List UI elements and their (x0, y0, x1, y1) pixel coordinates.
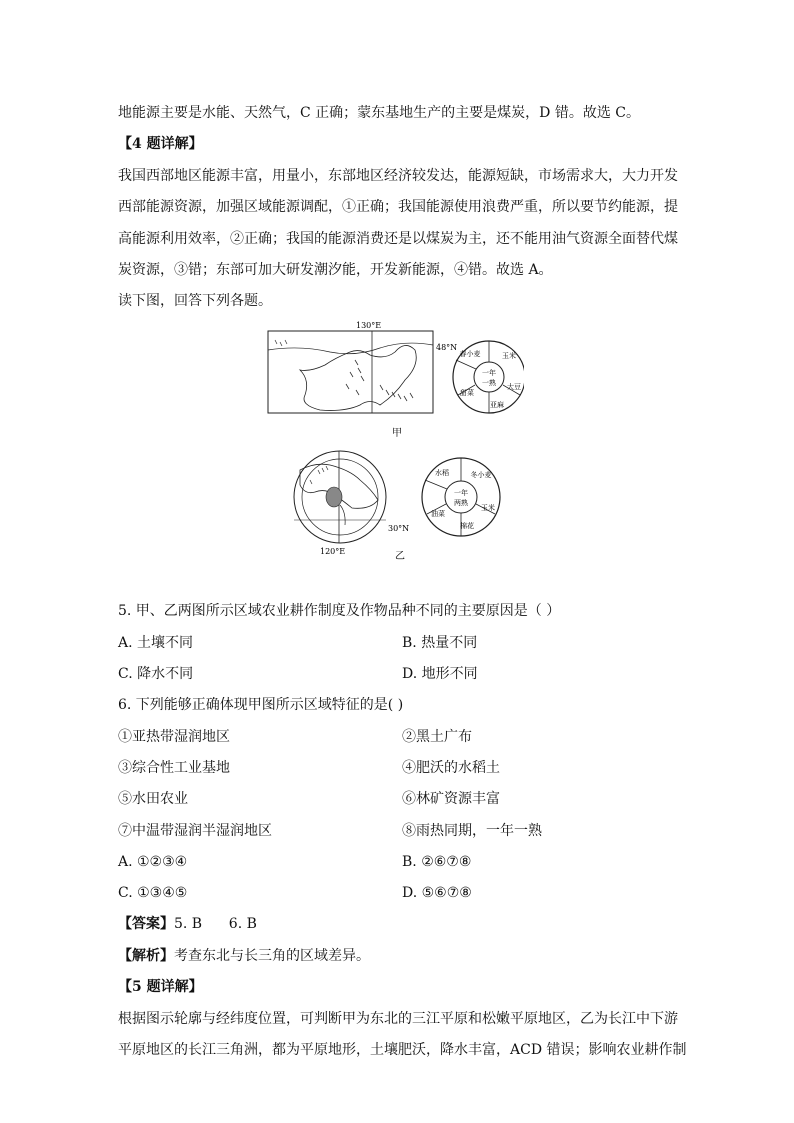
wheel-crop: 水稻 (435, 469, 449, 477)
lon-label-jia: 130°E (356, 321, 382, 330)
analysis-label: 【解析】 (118, 948, 174, 964)
paragraph-line: 西部能源资源，加强区域能源调配，①正确；我国能源使用浪费严重，所以要节约能源，提 (118, 199, 678, 215)
read-prompt: 读下图，回答下列各题。 (118, 293, 272, 309)
paragraph-line: 根据图示轮廓与经纬度位置，可判断甲为东北的三江平原和松嫩平原地区，乙为长江中下游 (118, 1011, 678, 1027)
statement-item: ①亚热带湿润地区 (118, 729, 230, 745)
answer-text: 5. B 6. B (174, 916, 257, 932)
wheel-center-bottom: 两熟 (454, 499, 468, 507)
option-d: D. 地形不同 (402, 666, 478, 682)
map-yi (294, 451, 409, 556)
section-heading-q5: 【5 题详解】 (118, 979, 203, 995)
wheel-center-top: 一年 (482, 369, 496, 377)
answer-line (118, 914, 257, 934)
option-c: C. 降水不同 (118, 666, 194, 682)
paragraph-line: 平原地区的长江三角洲，都为平原地形，土壤肥沃，降水丰富，ACD 错误；影响农业耕作制 (118, 1042, 687, 1058)
wheel-crop: 玉米 (502, 352, 516, 360)
statement-item: ②黑土广布 (402, 729, 472, 745)
statement-item: ⑧雨热同期，一年一熟 (402, 823, 542, 839)
statement-item: ⑤水田农业 (118, 791, 188, 807)
section-heading-q4: 【4 题详解】 (118, 136, 203, 152)
paragraph-line: 地能源主要是水能、天然气，C 正确；蒙东基地生产的主要是煤炭，D 错。故选 C。 (118, 105, 640, 121)
wheel-crop: 亚麻 (490, 401, 504, 409)
wheel-crop: 油菜 (431, 510, 445, 518)
lat-label-yi: 30°N (388, 524, 410, 533)
wheel-crop: 棉花 (460, 522, 474, 530)
option-d: D. ⑤⑥⑦⑧ (402, 885, 472, 901)
option-a: A. 土壤不同 (118, 635, 194, 651)
paragraph-line: 我国西部地区能源丰富，用量小，东部地区经济较发达，能源短缺，市场需求大，大力开发 (118, 168, 678, 184)
wheel-center-top: 一年 (454, 489, 468, 497)
question-6-stem: 6. 下列能够正确体现甲图所示区域特征的是( ) (118, 697, 404, 713)
wheel-crop: 玉米 (481, 504, 495, 512)
wheel-yi (422, 458, 500, 536)
wheel-crop: 冬小麦 (470, 471, 492, 479)
figure-maps (262, 318, 524, 562)
lat-label-jia: 48°N (436, 343, 458, 352)
analysis-text: 考查东北与长三角的区域差异。 (174, 948, 370, 964)
option-b: B. ②⑥⑦⑧ (402, 854, 472, 870)
wheel-crop: 春小麦 (459, 350, 481, 358)
option-b: B. 热量不同 (402, 635, 478, 651)
statement-item: ④肥沃的水稻土 (402, 760, 500, 776)
wheel-jia (453, 341, 524, 413)
map-jia (268, 321, 457, 413)
statement-item: ⑦中温带湿润半湿润地区 (118, 823, 272, 839)
question-5-stem: 5. 甲、乙两图所示区域农业耕作制度及作物品种不同的主要原因是（ ） (118, 603, 561, 619)
option-a: A. ①②③④ (118, 854, 188, 870)
analysis-line (118, 946, 370, 966)
statement-item: ⑥林矿资源丰富 (402, 791, 500, 807)
answer-label: 【答案】 (118, 916, 174, 932)
lon-label-yi: 120°E (320, 547, 346, 556)
option-c: C. ①③④⑤ (118, 885, 188, 901)
statement-item: ③综合性工业基地 (118, 760, 230, 776)
paragraph-line: 高能源利用效率，②正确；我国的能源消费还是以煤炭为主，还不能用油气资源全面替代煤 (118, 231, 678, 247)
caption-jia: 甲 (392, 428, 402, 439)
wheel-center-bottom: 一熟 (482, 379, 496, 387)
wheel-crop: 大豆 (507, 383, 521, 391)
caption-yi: 乙 (395, 551, 405, 562)
paragraph-line: 炭资源，③错；东部可加大研发潮汐能，开发新能源，④错。故选 A。 (118, 262, 553, 278)
wheel-crop: 甜菜 (460, 389, 474, 397)
